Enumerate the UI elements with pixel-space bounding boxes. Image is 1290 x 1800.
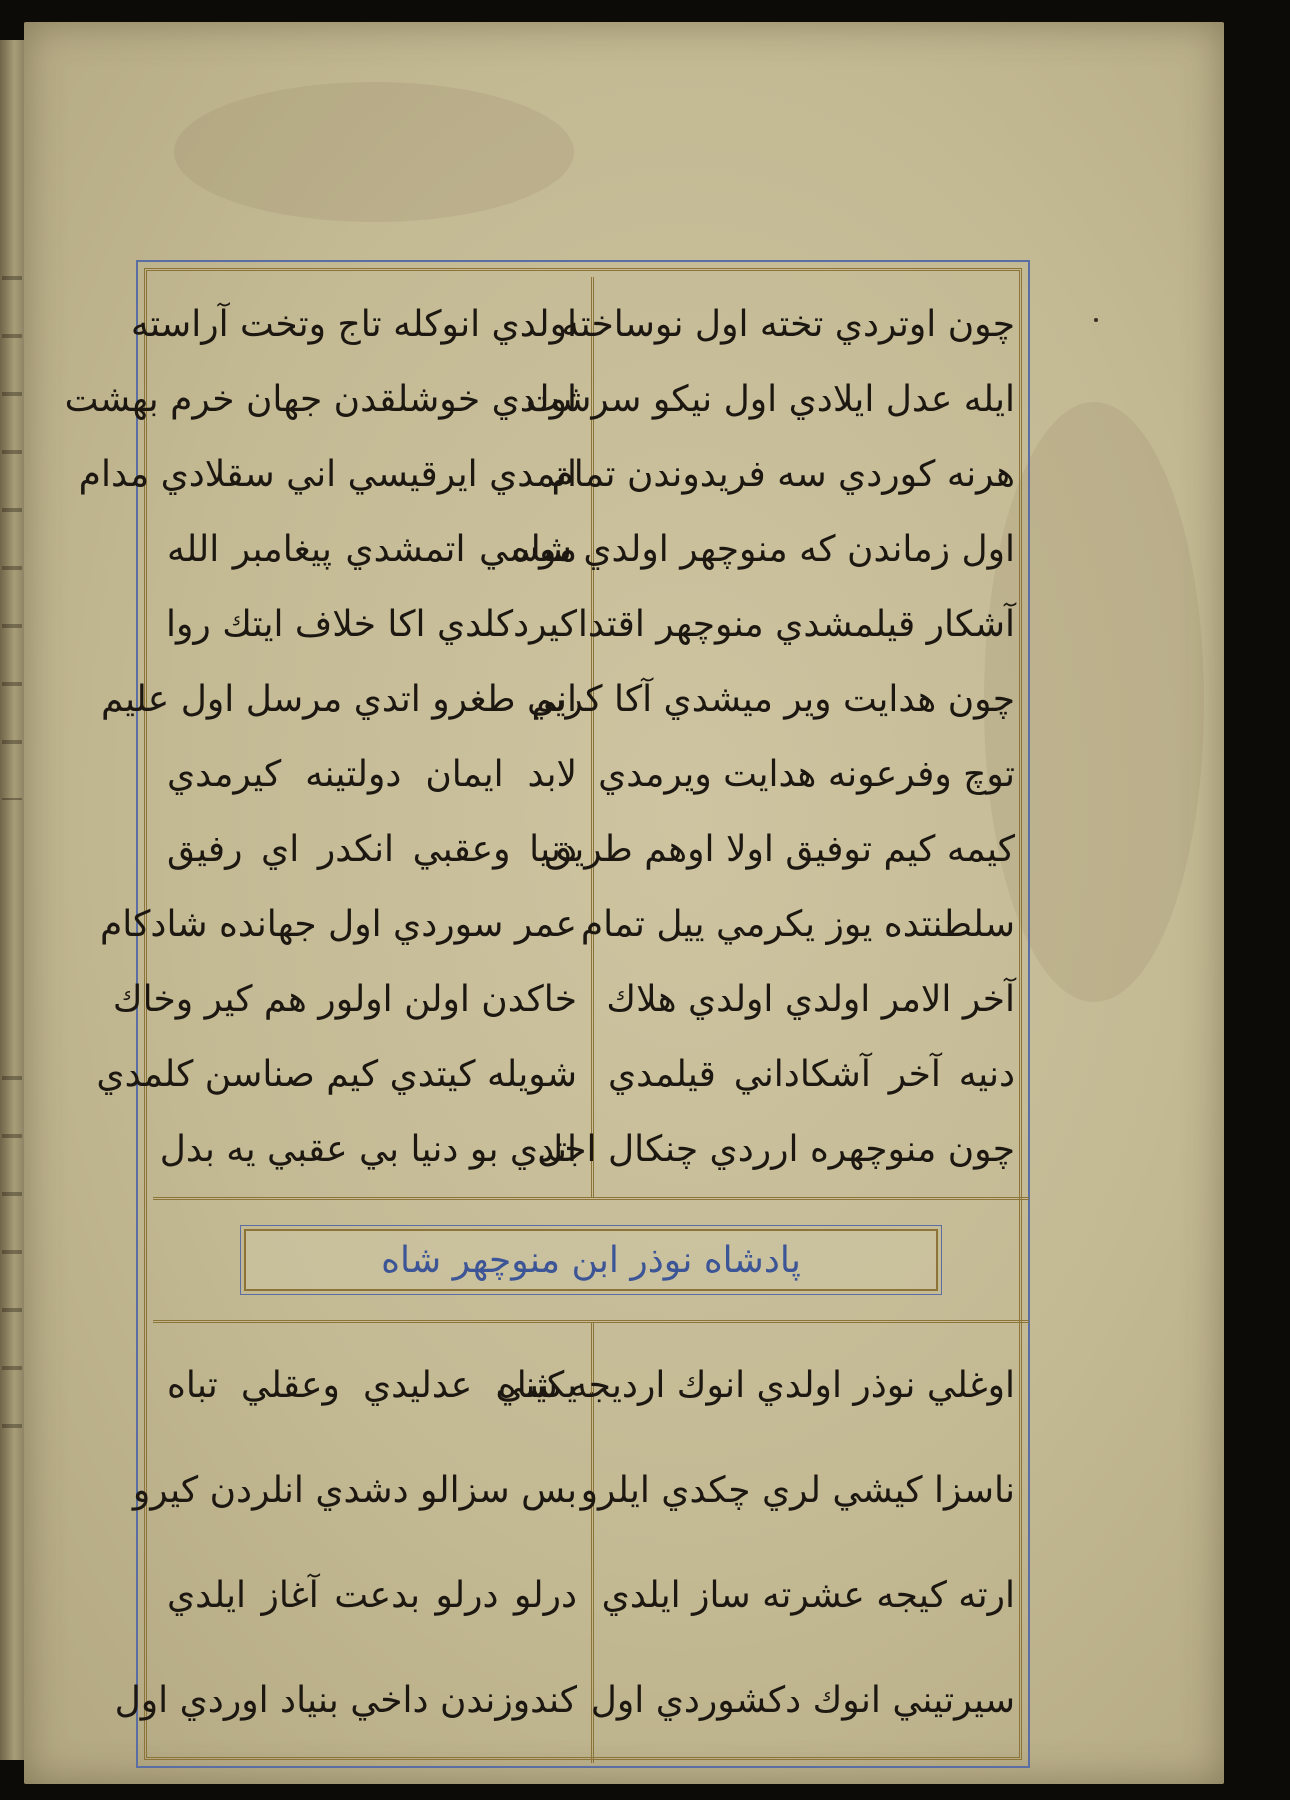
chapter-heading-band — [153, 1197, 1029, 1323]
verse-column-right — [497, 1323, 1029, 1763]
verse-line: اولدي خوشلقدن جهان خرم بهشت — [64, 378, 577, 420]
verse-line: ناسزا كيشي لري چكدي ايلرو — [580, 1469, 1015, 1511]
verse-line: توچ وفرعونه هدايت ويرمدي — [598, 753, 1015, 795]
verse-line: موسي اتمشدي پيغامبر الله — [167, 528, 577, 570]
verse-line: ايله عدل ايلادي اول نيكو سرشت — [525, 378, 1015, 420]
chapter-heading: پادشاه نوذر ابن منوچهر شاه — [381, 1239, 801, 1281]
verse-line: شويله كيتدي كيم صناسن كلمدي — [96, 1053, 577, 1095]
chapter-heading-cartouche — [244, 1229, 938, 1291]
text-frame — [64, 260, 1030, 1768]
ink-speck — [1094, 318, 1098, 322]
verse-line: اني طغرو اتدي مرسل اول عليم — [101, 678, 577, 720]
verse-line: اتدي بو دنيا بي عقبي يه بدل — [159, 1128, 577, 1170]
verse-line: يكيني عدليدي وعقلي تباه — [167, 1364, 577, 1406]
text-frame-inner-rule — [64, 268, 1022, 1760]
verse-line: چون هدايت وير ميشدي آكا كريم — [531, 678, 1015, 720]
verse-line: كيمه كيم توفيق اولا اوهم طريق — [544, 828, 1015, 870]
verse-line: آخر الامر اولدي اولدي هلاك — [606, 978, 1015, 1020]
verse-line: آشكار قيلمشدي منوچهر اقتدا — [577, 603, 1015, 645]
top-verse-block — [64, 277, 1029, 1197]
verse-line: لابد ايمان دولتينه كيرمدي — [167, 753, 577, 795]
verse-line: چون اوتردي تخته اول نوساخته — [561, 303, 1015, 345]
adjacent-page-edge — [0, 40, 25, 1760]
verse-line: بس سزالو دشدي انلردن كيرو — [132, 1469, 577, 1511]
verse-line: عمر سوردي اول جهانده شادكام — [100, 903, 577, 945]
verse-line: ارته كيجه عشرته ساز ايلدي — [601, 1574, 1015, 1616]
verse-line: اتمدي ايرقيسي اني سقلادي مدام — [78, 453, 577, 495]
verse-line: سلطنتده يوز يكرمي ييل تمام — [580, 903, 1015, 945]
verse-line: هرنه كوردي سه فريدوندن تمام — [551, 453, 1015, 495]
bottom-verse-block — [114, 1323, 1029, 1763]
adjacent-page-text-lower — [2, 1040, 22, 1460]
verse-line: چون منوچهره ارردي چنكال اجل — [536, 1128, 1015, 1170]
adjacent-page-text-upper — [2, 240, 22, 800]
verse-line: سيرتيني انوك دكشوردي اول — [590, 1679, 1015, 1721]
paper-stain — [174, 82, 574, 222]
verse-line: دنيه آخر آشكاداني قيلمدي — [608, 1053, 1015, 1095]
verse-line: خاكدن اولن اولور هم كير وخاك — [112, 978, 577, 1020]
verse-line: اولدي انوكله تاج وتخت آراسته — [130, 303, 577, 345]
verse-line: كيردكلدي اكا خلاف ايتك روا — [166, 603, 577, 645]
verse-line: كندوزندن داخي بنياد اوردي اول — [114, 1679, 577, 1721]
verse-line: درلو درلو بدعت آغاز ايلدي — [167, 1574, 577, 1616]
verse-line: اوغلي نوذر اولدي انوك ارديجه شاه — [497, 1364, 1015, 1406]
verse-line: اول زماندن كه منوچهر اولدي شاه — [511, 528, 1015, 570]
verse-line: دنيا وعقبي انكدر اي رفيق — [167, 828, 577, 870]
manuscript-page — [24, 22, 1224, 1784]
verse-column-right — [511, 277, 1029, 1197]
